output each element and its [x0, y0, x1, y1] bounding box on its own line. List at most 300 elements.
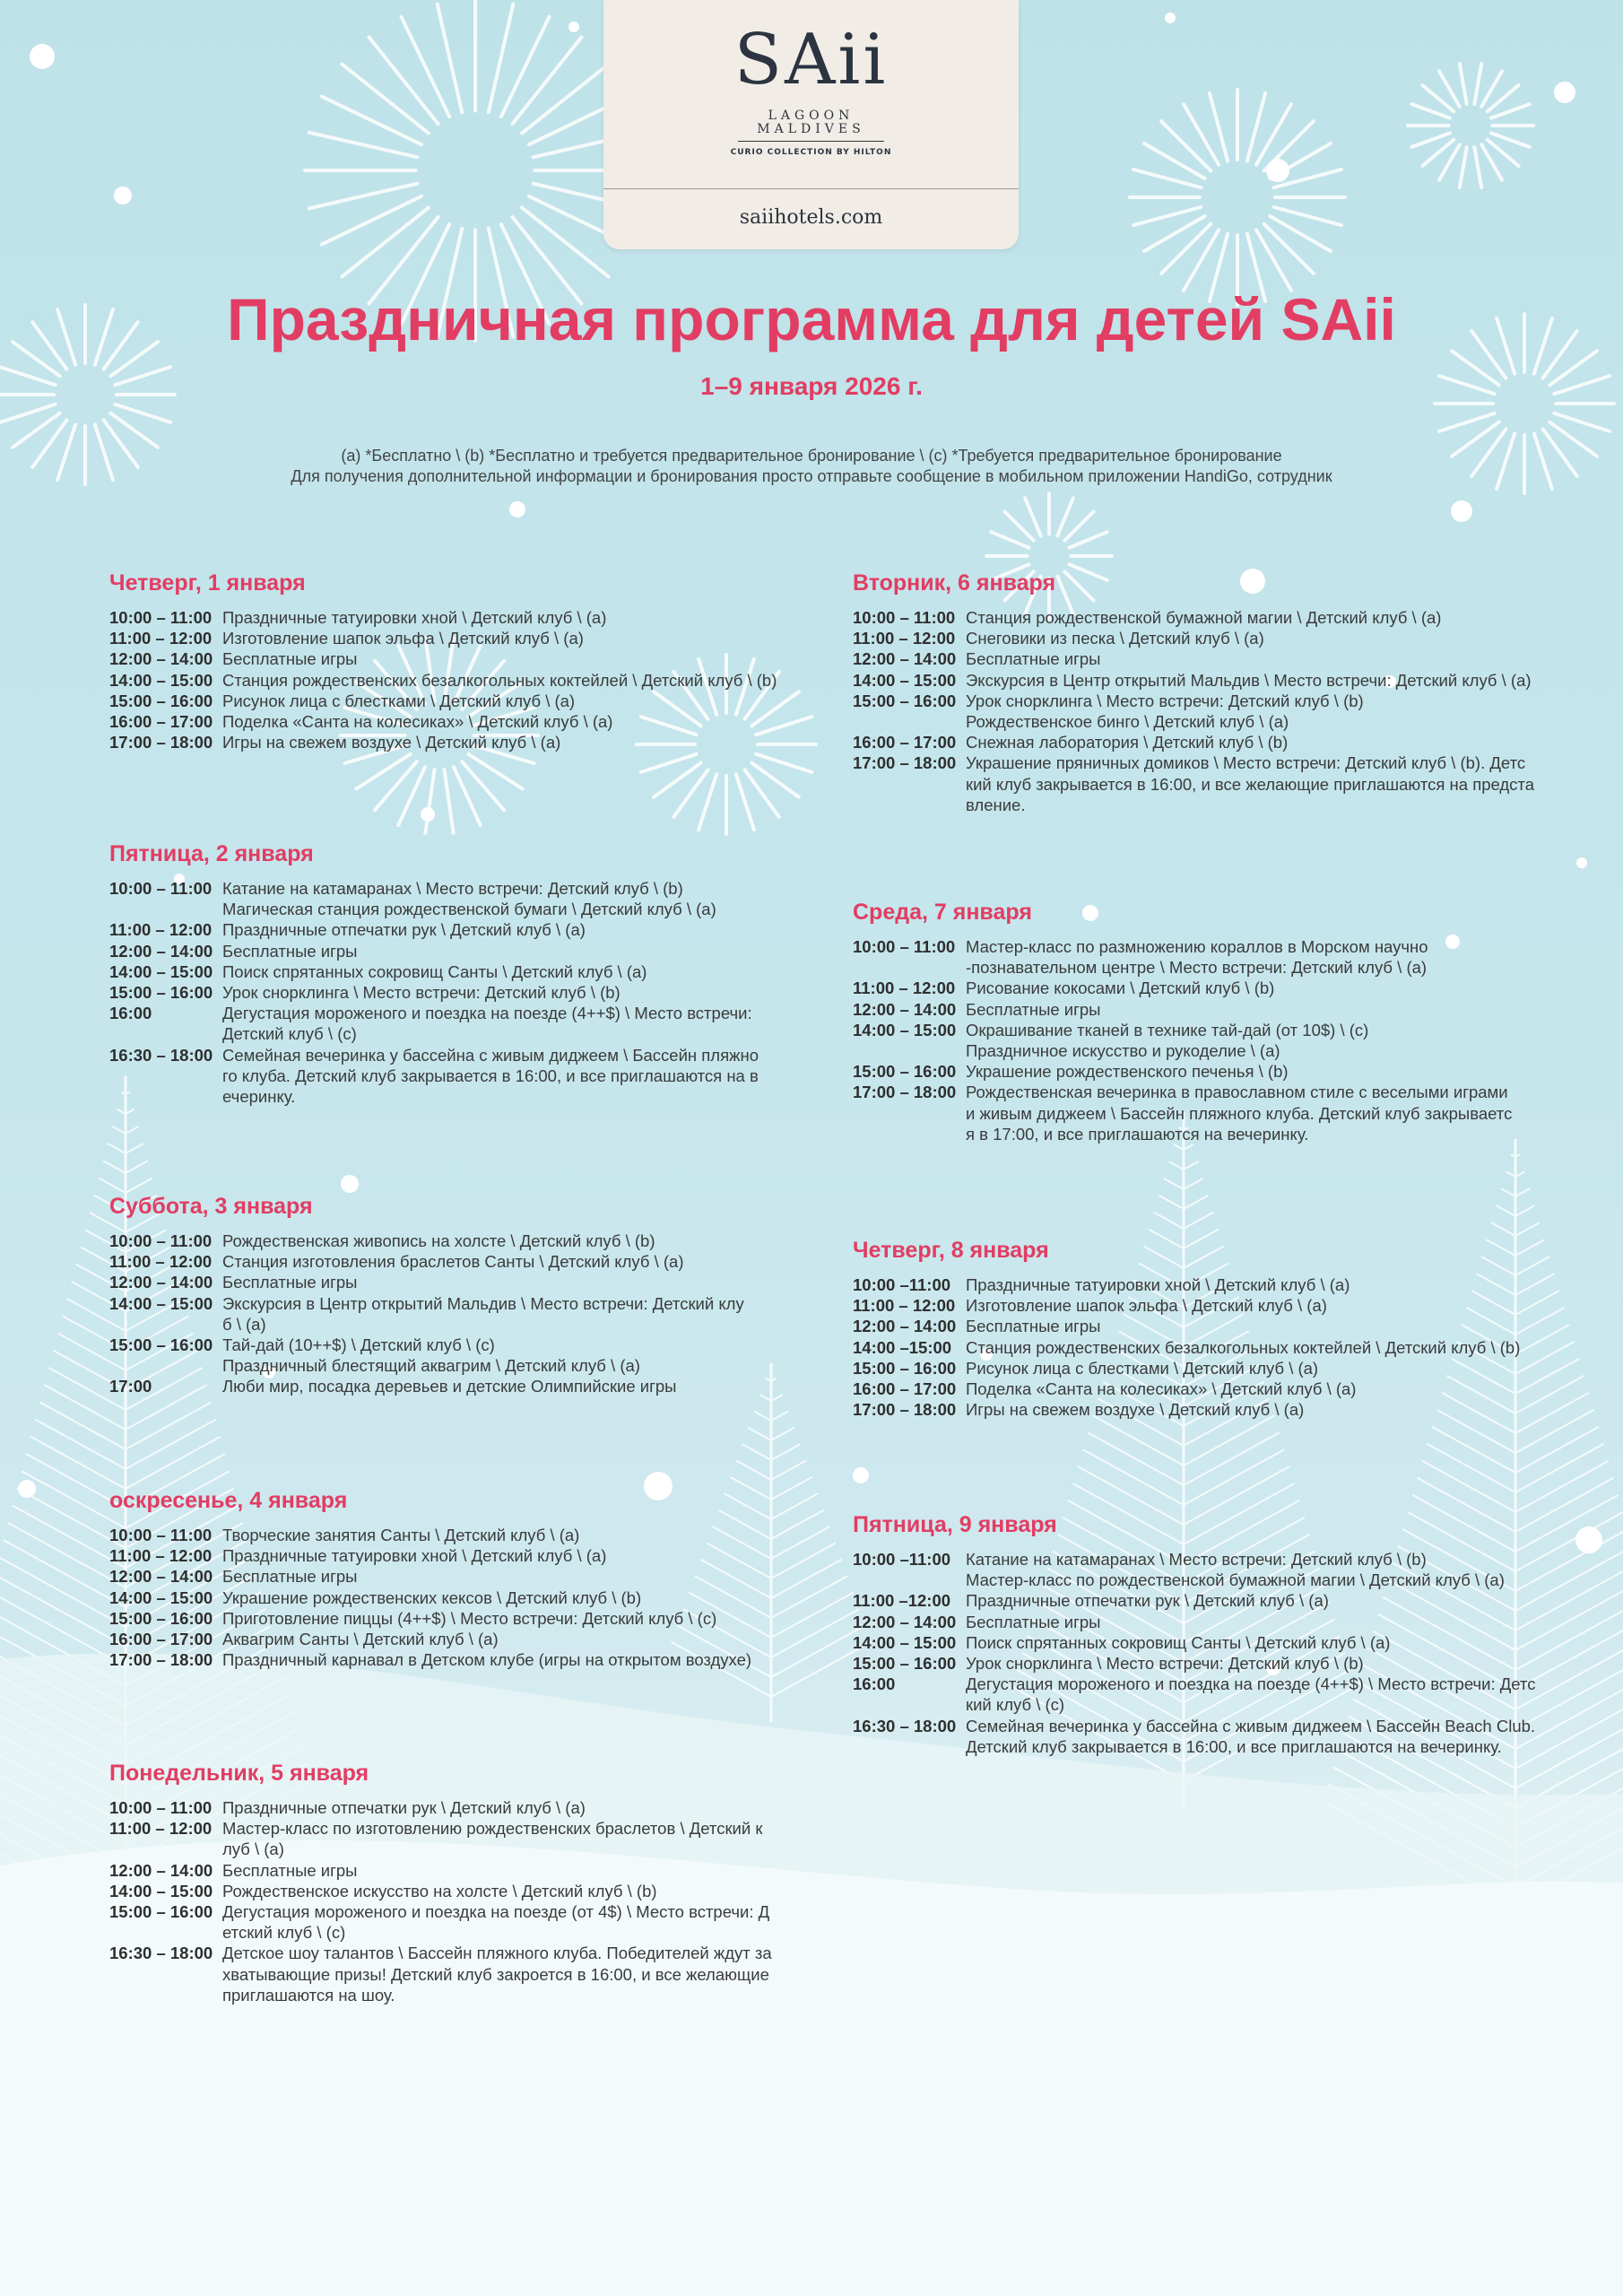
firework-ray: [1411, 104, 1450, 118]
activity-line: ечеринку.: [222, 1087, 296, 1107]
day-title: Четверг, 8 января: [853, 1238, 1049, 1263]
tree-branch: [4, 1540, 126, 1607]
schedule-row: [853, 1316, 1561, 1336]
tree-branch: [736, 1461, 771, 1480]
schedule-row: [109, 961, 818, 982]
website-link[interactable]: saiihotels.com: [739, 206, 883, 229]
time-slot: 16:00: [109, 1004, 152, 1023]
activity-line: Рождественское бинго \ Детский клуб \ (a): [966, 712, 1289, 732]
activity-line: Аквагрим Санты \ Детский клуб \ (a): [222, 1630, 499, 1649]
activity-description: [222, 1943, 818, 2005]
tree-branch: [1491, 1222, 1515, 1236]
activity-description: [966, 670, 1561, 691]
activity-description: [222, 878, 818, 919]
time-slot: 16:00: [853, 1674, 896, 1694]
tree-branch: [103, 1161, 126, 1173]
schedule-row: [109, 628, 818, 648]
tree-branch: [126, 1178, 152, 1193]
activity-line: Изготовление шапок эльфа \ Детский клуб \ (a): [222, 629, 584, 648]
time-slot: 16:00 – 17:00: [109, 712, 213, 732]
activity-line: Рисунок лица с блестками \ Детский клуб \ (a): [966, 1358, 1319, 1378]
activity-description: [222, 732, 818, 752]
activity-description: [966, 1549, 1561, 1590]
time-slot: 15:00 – 16:00: [109, 691, 213, 710]
activity-description: [222, 961, 818, 982]
schedule-row: [109, 919, 818, 940]
schedule-row: [853, 1082, 1561, 1144]
day-section: [853, 1511, 1561, 1757]
day-section: [853, 1237, 1561, 1420]
tree-branch: [126, 1161, 148, 1173]
time-slot: 10:00 –11:00: [853, 1550, 951, 1569]
schedule-row: [853, 732, 1561, 752]
schedule-row: [853, 648, 1561, 669]
activity-line: Детский клуб закрывается в 16:00, и все приглашаются на вечеринку.: [966, 1736, 1502, 1756]
schedule-row: [109, 711, 818, 732]
time-slot: 14:00 – 15:00: [853, 670, 957, 690]
activity-line: Семейная вечеринка у бассейна с живым диджеем \ Бассейн Beach Club.: [966, 1716, 1536, 1735]
time-slot: 12:00 – 14:00: [109, 1860, 213, 1880]
page-title: Праздничная программа для детей SAii: [227, 286, 1396, 352]
schedule-row: [853, 1549, 1561, 1590]
tree-branch: [126, 1144, 143, 1153]
snowflake: [1451, 500, 1472, 522]
activity-description: [222, 1881, 818, 1901]
tree-branch: [1428, 1444, 1516, 1492]
legend: [0, 446, 1623, 487]
snowflake: [1165, 13, 1176, 23]
schedule-row: [109, 1943, 818, 2005]
tree-branch: [39, 1402, 126, 1449]
day-section: [109, 1487, 818, 1670]
day-title: Четверг, 1 января: [109, 570, 306, 596]
time-slot: 16:00 – 17:00: [853, 733, 957, 752]
activity-line: и живым диджеем \ Бассейн пляжного клуба. Детский клуб закрываетс: [966, 1103, 1513, 1123]
day-title: Пятница, 2 января: [109, 841, 314, 866]
activity-line: Рождественская вечеринка в православном стиле с веселыми играми: [966, 1083, 1508, 1102]
activity-description: [222, 1629, 818, 1649]
activity-line: Приготовление пиццы (4++$) \ Место встречи: Детский клуб \ (c): [222, 1608, 717, 1628]
schedule-row: [853, 1061, 1561, 1082]
time-slot: 12:00 – 14:00: [109, 649, 213, 669]
activity-description: [222, 628, 818, 648]
schedule-row: [109, 1545, 818, 1566]
schedule-row: [109, 878, 818, 919]
time-slot: 14:00 –15:00: [853, 1337, 952, 1357]
firework-ray: [522, 65, 609, 134]
time-slot: 11:00 – 12:00: [109, 1819, 213, 1839]
time-slot: 11:00 – 12:00: [109, 920, 213, 940]
firework-ray: [1411, 133, 1450, 147]
date-range: 1–9 января 2026 г.: [700, 372, 923, 400]
time-slot: 17:00 – 18:00: [109, 733, 213, 752]
firework-ray: [522, 207, 609, 276]
tree-branch: [0, 1557, 126, 1627]
tree-branch: [108, 1144, 126, 1153]
time-slot: 17:00 – 18:00: [853, 1400, 957, 1420]
activity-description: [222, 1251, 818, 1272]
day-title: Пятница, 9 января: [853, 1512, 1057, 1537]
activity-description: [222, 1608, 818, 1629]
brand-subtitle: [603, 109, 1019, 136]
schedule-row: [109, 1881, 818, 1901]
activity-description: [222, 1818, 818, 1859]
schedule-row: [109, 1045, 818, 1108]
snowflake: [114, 187, 132, 204]
time-slot: 12:00 – 14:00: [109, 1273, 213, 1292]
tree-branch: [1184, 1144, 1193, 1150]
tree-branch: [0, 1575, 126, 1647]
tree-branch: [771, 1444, 800, 1460]
time-slot: 12:00 – 14:00: [853, 999, 957, 1019]
schedule-row: [853, 1378, 1561, 1399]
time-slot: 16:30 – 18:00: [109, 1045, 213, 1065]
firework-ray: [699, 774, 716, 830]
activity-description: [966, 936, 1561, 978]
activity-line: Бесплатные игры: [966, 649, 1101, 669]
activity-line: Украшение рождественских кексов \ Детский клуб \ (b): [222, 1587, 642, 1607]
activity-line: Станция рождественской бумажной магии \ Детский клуб \ (a): [966, 608, 1442, 627]
activity-description: [966, 752, 1561, 815]
activity-line: Урок снорклинга \ Место встречи: Детский клуб \ (b): [966, 691, 1364, 710]
firework-ray: [468, 754, 522, 789]
schedule-row: [853, 1358, 1561, 1378]
firework-ray: [425, 770, 434, 833]
time-slot: 11:00 – 12:00: [109, 629, 213, 648]
day-section: [853, 899, 1561, 1144]
activity-description: [222, 1293, 818, 1335]
schedule-row: [109, 1608, 818, 1629]
tree-branch: [1497, 1205, 1516, 1216]
time-slot: 11:00 – 12:00: [853, 629, 956, 648]
firework-ray: [0, 404, 56, 422]
activity-line: Праздничный карнавал в Детском клубе (игры на открытом воздухе): [222, 1650, 752, 1670]
schedule-row: [109, 1587, 818, 1608]
time-slot: 12:00 – 14:00: [853, 1317, 957, 1336]
activity-description: [966, 1020, 1561, 1061]
snowflake: [568, 22, 579, 32]
activity-description: [222, 1860, 818, 1881]
time-slot: 15:00 – 16:00: [853, 1654, 957, 1674]
snowflake: [421, 807, 435, 822]
schedule-row: [853, 1716, 1561, 1757]
activity-description: [966, 1399, 1561, 1420]
tree-branch: [99, 1178, 126, 1193]
firework-ray: [1491, 133, 1530, 147]
time-slot: 14:00 – 15:00: [853, 1020, 957, 1039]
schedule-row: [109, 607, 818, 628]
time-slot: 17:00 – 18:00: [853, 753, 957, 773]
schedule-row: [109, 1525, 818, 1545]
time-slot: 12:00 – 14:00: [109, 1567, 213, 1587]
activity-line: Праздничный блестящий аквагрим \ Детский клуб \ (a): [222, 1356, 640, 1376]
schedule-row: [853, 1674, 1561, 1715]
activity-line: Бесплатные игры: [222, 941, 358, 961]
activity-description: [966, 607, 1561, 628]
activity-line: луб \ (a): [222, 1839, 284, 1859]
time-slot: 11:00 –12:00: [853, 1591, 951, 1611]
schedule-row: [109, 1231, 818, 1251]
time-slot: 11:00 – 12:00: [109, 1252, 213, 1272]
firework-ray: [991, 532, 1028, 547]
schedule-row: [853, 1295, 1561, 1316]
activity-line: Снежная лаборатория \ Детский клуб \ (b): [966, 733, 1289, 752]
tree-branch: [1093, 1415, 1184, 1465]
snowflake: [1576, 857, 1587, 868]
tree-branch: [1515, 1427, 1599, 1473]
activity-line: Семейная вечеринка у бассейна с живым диджеем \ Бассейн пляжно: [222, 1045, 759, 1065]
time-slot: 14:00 – 15:00: [109, 1881, 213, 1900]
activity-line: Бесплатные игры: [966, 1317, 1101, 1336]
time-slot: 16:30 – 18:00: [109, 1944, 213, 1963]
activity-line: вление.: [966, 795, 1026, 814]
firework-ray: [736, 774, 754, 830]
activity-line: Бесплатные игры: [222, 1273, 358, 1292]
activity-line: Игры на свежем воздухе \ Детский клуб \ (a): [222, 733, 561, 752]
time-slot: 12:00 – 14:00: [109, 941, 213, 961]
activity-line: б \ (a): [222, 1314, 266, 1334]
schedule-row: [109, 1860, 818, 1881]
firework-ray: [342, 65, 429, 134]
brand-sub-lagoon: LAGOON: [768, 109, 855, 123]
firework-ray: [1460, 64, 1467, 104]
activity-description: [966, 1674, 1561, 1715]
time-slot: 14:00 – 15:00: [109, 961, 213, 981]
schedule-row: [853, 607, 1561, 628]
day-title: оскресенье, 4 января: [109, 1488, 348, 1513]
snowflake: [18, 1480, 36, 1498]
logo-rule: [738, 141, 884, 142]
tree-branch: [1515, 1171, 1525, 1177]
tree-branch: [1184, 1213, 1213, 1229]
activity-description: [966, 691, 1561, 732]
activity-line: Поделка «Санта на колесиках» \ Детский клуб \ (a): [222, 712, 613, 732]
firework-ray: [756, 754, 812, 772]
brand-sub-maldives: MALDIVES: [757, 122, 865, 136]
activity-line: Экскурсия в Центр открытий Мальдив \ Место встречи: Детский клу: [222, 1293, 744, 1313]
activity-line: -познавательном центре \ Место встречи: Детский клуб \ (a): [966, 958, 1428, 978]
schedule-row: [109, 1293, 818, 1335]
schedule-row: [109, 648, 818, 669]
activity-line: Урок снорклинга \ Место встречи: Детский клуб \ (b): [966, 1654, 1364, 1674]
activity-line: Мастер-класс по размножению кораллов в Морском научно: [966, 937, 1428, 956]
firework-ray: [512, 37, 581, 124]
tree-branch: [1169, 1161, 1184, 1170]
schedule-row: [853, 1653, 1561, 1674]
snowflake: [1554, 82, 1575, 103]
activity-line: Катание на катамаранах \ Место встречи: Детский клуб \ (b): [222, 879, 683, 898]
tree-branch: [1515, 1444, 1604, 1492]
activity-line: Дегустация мороженого и поездка на поезде (4++$) \ Место встречи:: [222, 1004, 752, 1023]
activity-line: Детский клуб \ (c): [222, 1024, 357, 1044]
time-slot: 15:00 – 16:00: [853, 1358, 957, 1378]
schedule-row: [853, 1632, 1561, 1653]
activity-line: Украшение пряничных домиков \ Место встречи: Детский клуб \ (b). Детс: [966, 753, 1526, 773]
time-slot: 10:00 –11:00: [853, 1275, 951, 1294]
schedule-row: [853, 1274, 1561, 1295]
activity-line: Станция рождественских безалкогольных коктейлей \ Детский клуб \ (b): [222, 670, 777, 690]
activity-line: Станция изготовления браслетов Санты \ Детский клуб \ (a): [222, 1252, 684, 1272]
activity-line: Бесплатные игры: [222, 1860, 358, 1880]
tree-branch: [1184, 1178, 1203, 1189]
time-slot: 11:00 – 12:00: [853, 1296, 956, 1316]
tree-branch: [1515, 1205, 1535, 1216]
activity-line: Снеговики из песка \ Детский клуб \ (a): [966, 629, 1264, 648]
schedule-row: [109, 1272, 818, 1292]
time-slot: 12:00 – 14:00: [853, 1612, 957, 1631]
time-slot: 14:00 – 15:00: [109, 670, 213, 690]
time-slot: 15:00 – 16:00: [109, 1608, 213, 1628]
schedule-row: [109, 1649, 818, 1670]
schedule-row: [109, 1797, 818, 1818]
legend-line: Для получения дополнительной информации и бронирования просто отправьте сообщение в мобильном приложении HandiGo, сотрудник: [291, 467, 1332, 485]
activity-line: кий клуб \ (c): [966, 1695, 1065, 1715]
tree-branch: [1515, 1461, 1609, 1512]
activity-line: Поделка «Санта на колесиках» \ Детский клуб \ (a): [966, 1379, 1357, 1399]
firework-ray: [1460, 147, 1467, 187]
time-slot: 15:00 – 16:00: [853, 1062, 957, 1082]
activity-description: [222, 711, 818, 732]
tree-branch: [771, 1428, 794, 1440]
schedule-row: [109, 1003, 818, 1044]
schedule-row: [109, 1818, 818, 1859]
activity-line: Бесплатные игры: [222, 649, 358, 669]
activity-description: [966, 1274, 1561, 1295]
activity-line: Творческие занятия Санты \ Детский клуб \ (a): [222, 1526, 580, 1544]
time-slot: 10:00 – 11:00: [853, 608, 956, 627]
schedule-row: [853, 670, 1561, 691]
activity-line: Рисунок лица с блестками \ Детский клуб \ (a): [222, 691, 576, 710]
activity-description: [966, 628, 1561, 648]
day-title: Вторник, 6 января: [853, 570, 1056, 596]
firework-ray: [1264, 224, 1314, 274]
activity-description: [222, 691, 818, 711]
activity-line: Бесплатные игры: [966, 1612, 1101, 1631]
day-title: Среда, 7 января: [853, 900, 1032, 925]
firework-ray: [356, 754, 410, 789]
firework-ray: [1005, 512, 1034, 541]
activity-line: Тай-дай (10++$) \ Детский клуб \ (c): [222, 1335, 495, 1355]
time-slot: 17:00 – 18:00: [109, 1650, 213, 1670]
activity-line: Мастер-класс по изготовлению рождественских браслетов \ Детский к: [222, 1819, 763, 1839]
activity-line: Рождественское искусство на холсте \ Детский клуб \ (b): [222, 1881, 657, 1900]
activity-description: [966, 1590, 1561, 1611]
firework-ray: [1025, 498, 1040, 535]
activity-line: Поиск спрятанных сокровищ Санты \ Детский клуб \ (a): [966, 1632, 1391, 1652]
schedule-row: [853, 752, 1561, 815]
firework-ray: [641, 754, 697, 772]
activity-line: Праздничные татуировки хной \ Детский клуб \ (a): [222, 1546, 607, 1566]
activity-description: [222, 1566, 818, 1587]
time-slot: 15:00 – 16:00: [109, 983, 213, 1003]
activity-description: [222, 670, 818, 691]
day-title: Понедельник, 5 января: [109, 1761, 369, 1786]
activity-line: Праздничное искусство и рукоделие \ (a): [966, 1041, 1280, 1061]
activity-line: Мастер-класс по рождественской бумажной магии \ Детский клуб \ (a): [966, 1570, 1505, 1590]
firework-ray: [1070, 532, 1107, 547]
tree-branch: [1515, 1188, 1530, 1196]
activity-description: [966, 1653, 1561, 1674]
time-slot: 16:00 – 17:00: [109, 1630, 213, 1649]
activity-line: Бесплатные игры: [222, 1567, 358, 1587]
activity-description: [966, 1295, 1561, 1316]
schedule-row: [853, 1590, 1561, 1611]
time-slot: 14:00 – 15:00: [853, 1632, 957, 1652]
activity-description: [222, 1335, 818, 1376]
snowflake: [341, 1175, 359, 1193]
activity-description: [966, 1612, 1561, 1632]
activity-description: [966, 1716, 1561, 1757]
tree-branch: [1184, 1161, 1198, 1170]
schedule-row: [109, 982, 818, 1003]
day-section: [109, 570, 818, 752]
time-slot: 12:00 – 14:00: [853, 649, 957, 669]
activity-line: Рисование кокосами \ Детский клуб \ (b): [966, 978, 1275, 998]
activity-line: Бесплатные игры: [966, 999, 1101, 1019]
time-slot: 10:00 – 11:00: [109, 608, 213, 627]
activity-line: Урок снорклинга \ Место встречи: Детский клуб \ (b): [222, 983, 621, 1003]
schedule-row: [853, 978, 1561, 998]
activity-line: Катание на катамаранах \ Место встречи: Детский клуб \ (b): [966, 1550, 1427, 1569]
time-slot: 10:00 – 11:00: [109, 1526, 213, 1544]
tree-branch: [1164, 1178, 1184, 1189]
day-section: [109, 1193, 818, 1397]
activity-description: [222, 1272, 818, 1292]
activity-description: [966, 1337, 1561, 1358]
activity-description: [222, 1231, 818, 1251]
time-slot: 10:00 – 11:00: [853, 937, 956, 956]
snowflake: [509, 501, 525, 517]
activity-line: Дегустация мороженого и поездка на поезде (от 4$) \ Место встречи: Д: [222, 1902, 770, 1922]
schedule-row: [853, 1399, 1561, 1420]
tree-branch: [1432, 1427, 1515, 1473]
activity-description: [966, 1082, 1561, 1144]
firework-ray: [1161, 121, 1211, 170]
activity-description: [222, 1797, 818, 1818]
tree-branch: [1154, 1213, 1184, 1229]
firework-ray: [369, 37, 438, 124]
time-slot: 14:00 – 15:00: [109, 1293, 213, 1313]
tree-branch: [1159, 1196, 1184, 1209]
schedule-row: [853, 1020, 1561, 1061]
schedule-row: [853, 999, 1561, 1020]
schedule-row: [109, 1901, 818, 1943]
activity-description: [222, 1587, 818, 1608]
time-slot: 10:00 – 11:00: [109, 1798, 213, 1817]
activity-description: [222, 941, 818, 961]
activity-description: [222, 648, 818, 669]
activity-line: Люби мир, посадка деревьев и детские Олимпийские игры: [222, 1377, 677, 1396]
activity-line: Магическая станция рождественской бумаги \ Детский клуб \ (a): [222, 900, 716, 919]
day-section: [853, 570, 1561, 815]
snowflake: [30, 44, 55, 69]
tree-branch: [754, 1411, 771, 1421]
time-slot: 11:00 – 12:00: [853, 978, 956, 998]
day-section: [109, 1760, 818, 2005]
schedule-row: [109, 1335, 818, 1376]
tree-branch: [1184, 1432, 1280, 1485]
time-slot: 15:00 – 16:00: [853, 691, 957, 710]
activity-line: етский клуб \ (c): [222, 1923, 346, 1943]
activity-description: [222, 1003, 818, 1044]
schedule-row: [109, 1566, 818, 1587]
logo-divider: [603, 188, 1019, 189]
schedule-row: [109, 1629, 818, 1649]
activity-description: [222, 607, 818, 628]
tree-branch: [30, 1437, 126, 1489]
tree-branch: [1174, 1144, 1184, 1150]
activity-description: [966, 1061, 1561, 1082]
